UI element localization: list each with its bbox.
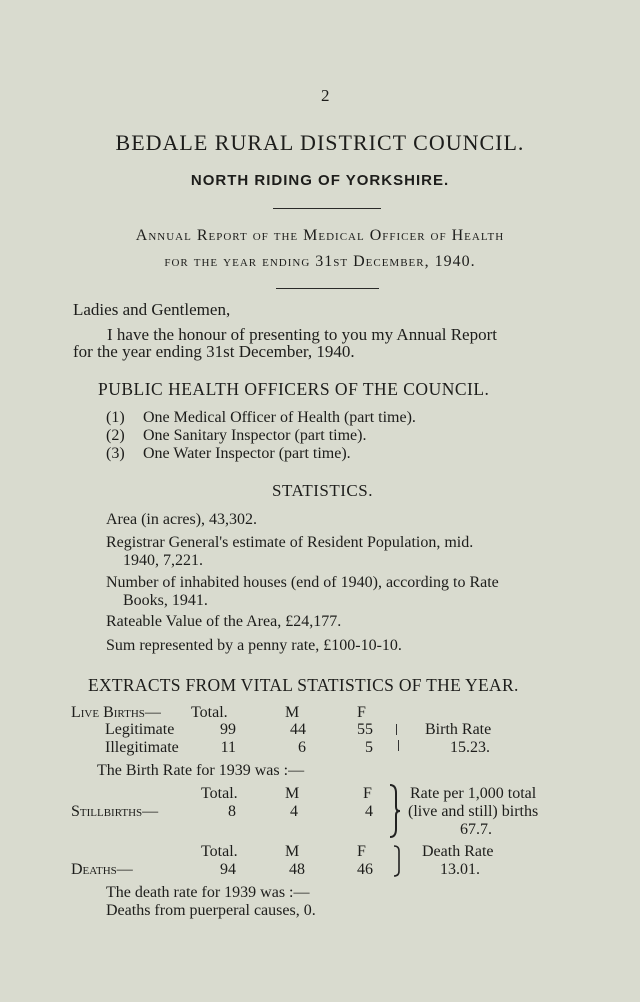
deaths-label: Deaths— [71,861,133,878]
legitimate-f: 55 [357,721,373,738]
stillbirths-brace [388,783,402,839]
report-title-line1: Annual Report of the Medical Officer of Health [135,227,505,244]
stat-area: Area (in acres), 43,302. [106,511,258,528]
still-rate-l2: (live and still) births [408,803,539,820]
divider-top [273,208,381,209]
stillbirths-col-total: Total. [201,785,238,802]
stillbirths-col-m: M [285,785,300,802]
birth-rate-value: 15.23. [450,739,490,756]
stat-population-l2: 1940, 7,221. [123,552,203,569]
legitimate-total: 99 [220,721,236,738]
live-births-label: Live Births— [71,704,161,721]
officer-num-1: (1) [106,409,125,426]
stillbirths-label: Stillbirths— [71,803,159,820]
vital-heading: EXTRACTS FROM VITAL STATISTICS OF THE YEAR. [88,675,519,695]
intro-line-2: for the year ending 31st December, 1940. [73,342,355,361]
council-title: BEDALE RURAL DISTRICT COUNCIL. [115,130,525,155]
deaths-m: 48 [289,861,305,878]
illegitimate-total: 11 [220,739,236,756]
officer-text-1: One Medical Officer of Health (part time). [143,409,416,426]
stat-houses-l2: Books, 1941. [123,592,208,609]
stat-population-l1: Registrar General's estimate of Resident Population, mid. [106,534,474,551]
death-rate-value: 13.01. [440,861,480,878]
stillbirths-f: 4 [365,803,373,820]
death-rate-label: Death Rate [422,843,494,860]
deaths-total: 94 [220,861,236,878]
officer-num-2: (2) [106,427,125,444]
death-rate-bracket [392,843,404,879]
live-births-col-m: M [285,704,300,721]
county-subtitle: NORTH RIDING OF YORKSHIRE. [190,172,450,189]
illegitimate-m: 6 [298,739,306,756]
officer-text-3: One Water Inspector (part time). [143,445,351,462]
deaths-col-f: F [357,843,366,860]
still-rate-l1: Rate per 1,000 total [410,785,537,802]
illegitimate-label: Illegitimate [105,739,179,756]
stillbirths-total: 8 [228,803,236,820]
officer-num-3: (3) [106,445,125,462]
still-rate-l3: 67.7. [460,821,492,838]
birth-rate-label: Birth Rate [425,721,492,738]
stat-houses-l1: Number of inhabited houses (end of 1940), according to Rate [106,574,499,591]
page-number: 2 [321,86,330,105]
birth-rate-1939: The Birth Rate for 1939 was :— [97,762,305,779]
statistics-heading: STATISTICS. [272,481,373,500]
report-title-line2: for the year ending 31st December, 1940. [164,253,476,270]
deaths-col-m: M [285,843,300,860]
birth-rate-bracket-mark [396,724,397,735]
stat-rateable: Rateable Value of the Area, £24,177. [106,613,342,630]
officers-heading: PUBLIC HEALTH OFFICERS OF THE COUNCIL. [98,379,490,399]
death-rate-1939: The death rate for 1939 was :— [106,884,310,901]
intro-line-1: I have the honour of presenting to you my Annual Report [107,325,497,344]
legitimate-label: Legitimate [105,721,175,738]
live-births-col-f: F [357,704,366,721]
birth-rate-bracket-mark-2 [398,740,399,751]
puerperal-deaths: Deaths from puerperal causes, 0. [106,902,316,919]
illegitimate-f: 5 [365,739,373,756]
deaths-col-total: Total. [201,843,238,860]
officer-text-2: One Sanitary Inspector (part time). [143,427,367,444]
deaths-f: 46 [357,861,373,878]
legitimate-m: 44 [290,721,306,738]
stillbirths-m: 4 [290,803,298,820]
stat-penny-rate: Sum represented by a penny rate, £100-10-10. [106,637,402,654]
stillbirths-col-f: F [363,785,372,802]
divider-bottom [276,288,379,289]
live-births-col-total: Total. [191,704,228,721]
salutation: Ladies and Gentlemen, [73,300,231,319]
